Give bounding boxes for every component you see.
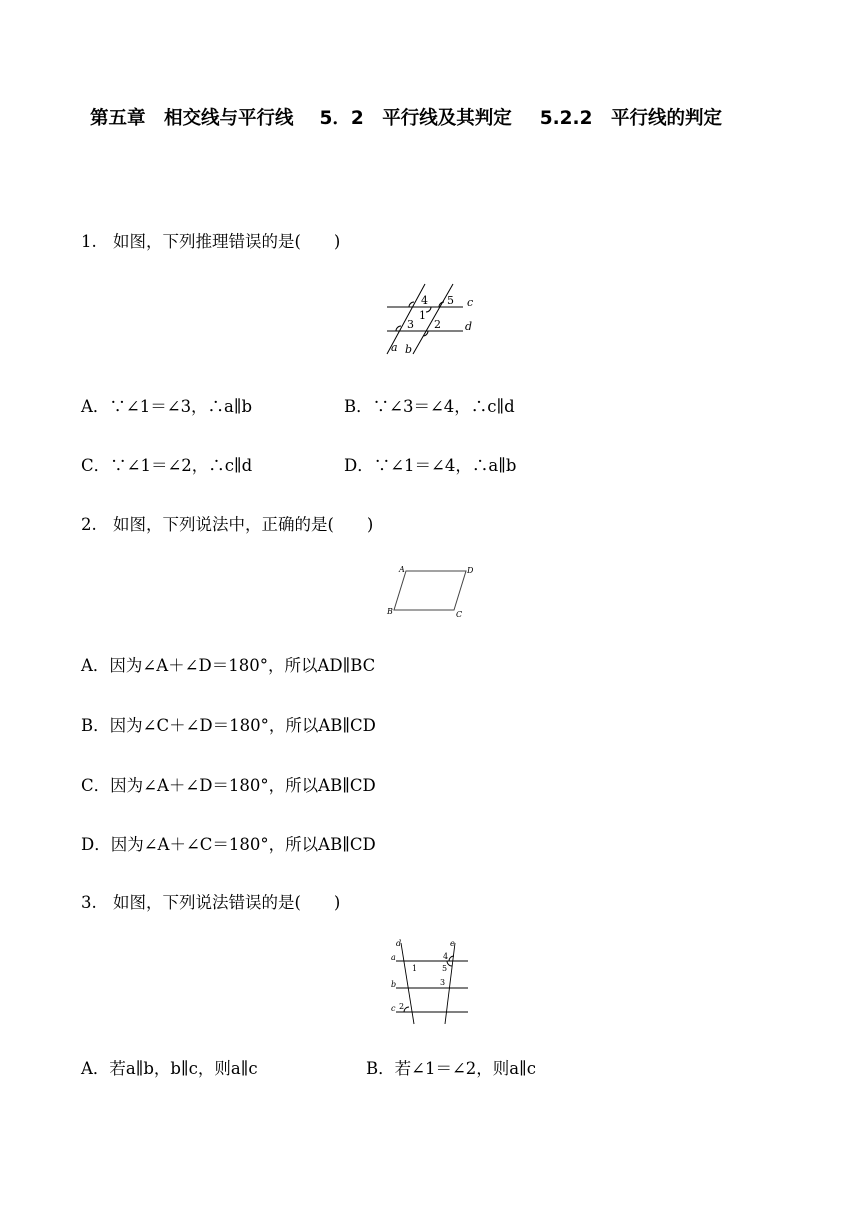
question-2-option-b: B．因为∠C＋∠D＝180°，所以AB∥CD (81, 716, 376, 735)
question-1-text: 如图，下列推理错误的是( ) (113, 232, 341, 251)
q2-label-B: B (387, 607, 393, 616)
subsection-title: 5.2.2 平行线的判定 (539, 108, 722, 129)
question-3-option-b: B．若∠1＝∠2，则a∥c (366, 1059, 536, 1078)
question-1-number: 1. (81, 232, 97, 251)
q1-label-5: 5 (447, 294, 454, 307)
q3-label-d: d (396, 939, 402, 948)
q3-label-4: 4 (443, 952, 449, 961)
q2-parallelogram (394, 571, 466, 610)
question-3-number: 3. (81, 893, 97, 912)
q1-label-b: b (405, 343, 413, 356)
q2-label-C: C (456, 610, 463, 619)
page-title (90, 104, 722, 130)
q1-label-c: c (467, 296, 474, 309)
question-1-option-d: D．∵∠1＝∠4，∴a∥b (344, 456, 517, 475)
question-2-option-d: D．因为∠A＋∠C＝180°，所以AB∥CD (81, 835, 376, 854)
q3-label-5: 5 (442, 964, 448, 973)
section-title: 5．2 平行线及其判定 (319, 108, 512, 129)
q3-label-3: 3 (440, 978, 446, 987)
q1-label-1: 1 (419, 309, 426, 322)
question-3-stem (81, 889, 340, 913)
question-2-figure (386, 562, 476, 620)
question-1-stem (81, 228, 340, 252)
question-2-option-a: A．因为∠A＋∠D＝180°，所以AD∥BC (81, 656, 376, 675)
q1-label-2: 2 (434, 318, 441, 331)
q2-label-D: D (467, 566, 474, 575)
question-3-text: 如图，下列说法错误的是( ) (113, 893, 341, 912)
q3-label-1: 1 (412, 964, 418, 973)
question-1-option-a: A．∵∠1＝∠3，∴a∥b (81, 397, 253, 416)
question-2-option-c: C．因为∠A＋∠D＝180°，所以AB∥CD (81, 776, 376, 795)
q3-label-2: 2 (399, 1002, 405, 1011)
question-1-figure (383, 284, 478, 356)
q1-label-a: a (391, 341, 398, 354)
question-2-stem (81, 511, 373, 535)
chapter-title: 第五章 相交线与平行线 (90, 108, 294, 129)
question-3-figure (388, 940, 472, 1024)
q1-label-4: 4 (421, 294, 428, 307)
q1-label-d: d (465, 320, 473, 333)
question-2-text: 如图，下列说法中，正确的是( ) (113, 515, 374, 534)
q2-label-A: A (399, 565, 405, 574)
question-3-option-a: A．若a∥b，b∥c，则a∥c (81, 1059, 258, 1078)
q3-label-a: a (391, 953, 396, 962)
q1-label-3: 3 (407, 318, 414, 331)
q3-label-e: e (450, 939, 455, 948)
question-1-option-b: B．∵∠3＝∠4，∴c∥d (344, 397, 515, 416)
q3-label-b: b (391, 980, 397, 989)
q3-label-c: c (391, 1004, 396, 1013)
question-1-option-c: C．∵∠1＝∠2，∴c∥d (81, 456, 253, 475)
question-2-number: 2. (81, 515, 97, 534)
